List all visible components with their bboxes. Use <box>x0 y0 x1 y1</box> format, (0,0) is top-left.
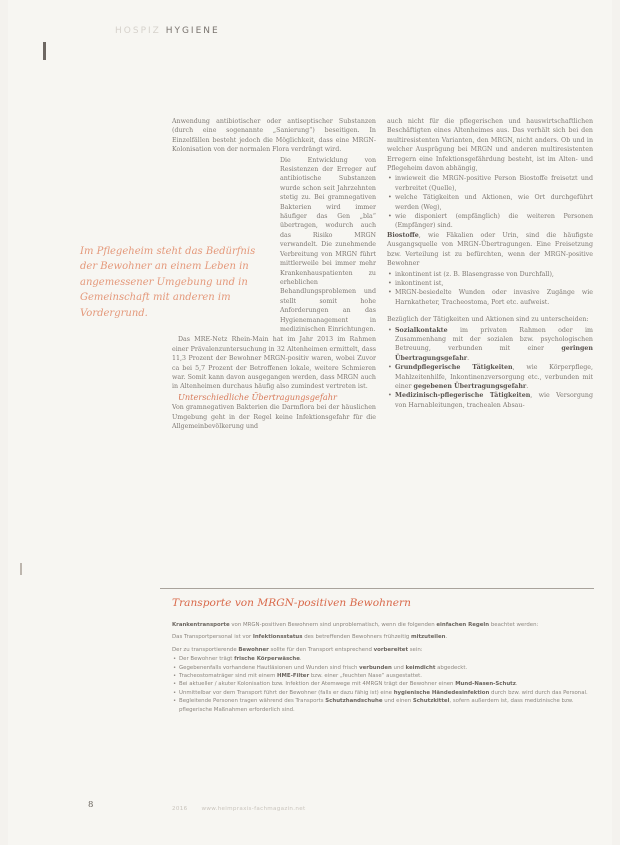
right-paragraph-1: auch nicht für die pflegerischen und hauswirtschaftlichen Beschäftigten eines Altenheimes aus. Das verhält sich bei den multiresistenten Varianten, den MRGN, nicht anders. Ob und in welcher Ausprägung bei MRGN und anderen multiresistenten Erregern eine Infektionsgefährdung besteht, ist im Alten- und Pflegeheim davon abhängig, <box>387 118 593 173</box>
left-subheading: Unterschiedliche Übertragungsgefahr <box>178 391 337 402</box>
header-section: HYGIENE <box>165 26 220 36</box>
page-number: 8 <box>88 800 94 810</box>
header-section-light: HOSPIZ <box>115 26 161 36</box>
list-item: • Medizinisch-pflegerische Tätigkeiten, wie Versorgung von Harnableitungen, trachealen Absau- <box>395 391 593 410</box>
footer-year: 2016 <box>172 806 188 812</box>
list-item: • Begleitende Personen tragen während des Transports Schutzhandschuhe und einen Schutzkittel, sofern außerdem ist, dass medizinische bzw. pflegerische Maßnahmen erforderlich sind. <box>179 697 588 714</box>
box-paragraph-1: Krankentransporte von MRGN-positiven Bewohnern sind unproblematisch, wenn die folgenden einfachen Regeln beachtet werden: <box>172 622 539 628</box>
box-paragraph-3: Der zu transportierende Bewohner sollte für den Transport entsprechend vorbereitet sein: <box>172 646 423 653</box>
section-header <box>115 26 220 36</box>
left-paragraph-2: Die Entwicklung von Resistenzen der Erreger auf antibiotische Substanzen wurde schon seit Jahrzehnten stetig zu. Bei gramnegativen Bakterien wird immer häufiger das Gen „bla“ übertragen, wodurch auch das Risiko MRGN verwandelt. Die zunehmende Verbreitung von MRGN führt mittlerweile bei immer mehr Krankenhauspatienten zu erheblichen Behandlungsproblemen und stellt somit hohe Anforderungen an das Hygienemanagement in medizinischen Einrichtungen. <box>280 156 376 333</box>
left-paragraph-3: Das MRE-Netz Rhein-Main hat im Jahr 2013 im Rahmen einer Prävalenzuntersuchung in 32 Altenheimen ermittelt, dass 11,3 Prozent der Bewohner MRGN-positiv waren, wobei Zuvor ca bei 5,7 Prozent der Betroffenen lokale, weitere Schmieren war. Somit kann davon ausgegangen werden, dass MRGN auch in Altenheimen durchaus häufig also zumindest vertreten ist. <box>172 336 376 391</box>
left-paragraph-4: Von gramnegativen Bakterien die Darmflora bei der häuslichen Umgebung geht in der Regel keine Infektionsgefahr für die Allgemeinbevölkerung und <box>172 404 376 430</box>
box-list <box>172 655 588 714</box>
list-item: • Bei aktueller / akuter Kolonisation bzw. Infektion der Atemwege mit 4MRGN trägt der Bewohner einen Mund-Nasen-Schutz. <box>179 680 588 688</box>
left-paragraph-1: Anwendung antibiotischer oder antiseptischer Substanzen (durch eine sogenannte „Sanierung“) beseitigen. In Einzelfällen besteht jedoch die Möglichkeit, dass eine MRGN-Kolonisation von der normalen Flora verdrängt wird. <box>172 118 376 154</box>
right-list-3 <box>387 326 593 411</box>
list-item: • wie disponiert (empfänglich) die weiteren Personen (Empfänger) sind. <box>395 212 593 231</box>
list-item: • inkontinent ist, <box>395 279 593 288</box>
footer <box>172 806 317 812</box>
box-body <box>172 621 588 714</box>
bold-term: Biostoffe <box>387 231 419 239</box>
list-item: • Der Bewohner trägt frische Körperwäsche. <box>179 655 588 663</box>
box-paragraph-2: Das Transportpersonal ist vor Infektionsstatus des betreffenden Bewohners frühzeitig mitzuteilen. <box>172 634 448 641</box>
list-item: • welche Tätigkeiten und Aktionen, wie Ort durchgeführt werden (Weg), <box>395 193 593 212</box>
list-item: • inkontinent ist (z. B. Blasengrasse von Durchfall), <box>395 270 593 279</box>
list-item: • MRGN-besiedelte Wunden oder invasive Zugänge wie Harnkatheter, Tracheostoma, Port etc. aufweist. <box>395 288 593 307</box>
list-item: • Gegebenenfalls vorhandene Hautläsionen und Wunden sind frisch verbunden und keimdicht abgedeckt. <box>179 664 588 672</box>
footer-url: www.heimpraxis-fachmagazin.net <box>201 806 306 812</box>
right-paragraph-2: Biostoffe, wie Fäkalien oder Urin, sind die häufigste Ausgangsquelle von MRGN-Übertragungen. Eine Freisetzung bzw. Verteilung ist zu befürchten, wenn der MRGN-positive Bewohner <box>387 231 593 268</box>
header-marker-bar <box>43 42 46 60</box>
right-column <box>387 117 593 410</box>
pull-quote: Im Pflegeheim steht das Bedürfnis der Bewohner an einem Leben in angemessener Umgebung und in Gemeinschaft mit anderen im Vordergrund. <box>80 246 256 319</box>
right-list-2 <box>387 270 593 308</box>
list-item: • inwieweit die MRGN-positive Person Biostoffe freisetzt und verbreitet (Quelle), <box>395 174 593 193</box>
right-list-1 <box>387 174 593 230</box>
right-paragraph-3: Bezüglich der Tätigkeiten und Aktionen sind zu unterscheiden: <box>387 316 589 324</box>
list-item: • Unmittelbar vor dem Transport führt der Bewohner (falls er dazu fähig ist) eine hygienische Händedesinfektion durch bzw. wird durch das Personal. <box>179 689 588 697</box>
margin-mark <box>20 563 22 575</box>
box-title: Transporte von MRGN-positiven Bewohnern <box>172 597 411 609</box>
list-item: • Sozialkontakte im privaten Rahmen oder im Zusammenhang mit der sozialen bzw. psychologischen Betreuung, verbunden mit einer geringen Übertragungsgefahr. <box>395 326 593 364</box>
list-item: • Tracheostomaträger sind mit einem HME-Filter bzw. einer „feuchten Nase“ ausgestattet. <box>179 672 588 680</box>
box-divider <box>160 588 594 589</box>
list-item: • Grundpflegerische Tätigkeiten, wie Körperpflege, Mahlzeitenhilfe, Inkontinenzversorgung etc., verbunden mit einer gegebenen Übertragungsgefahr. <box>395 363 593 391</box>
